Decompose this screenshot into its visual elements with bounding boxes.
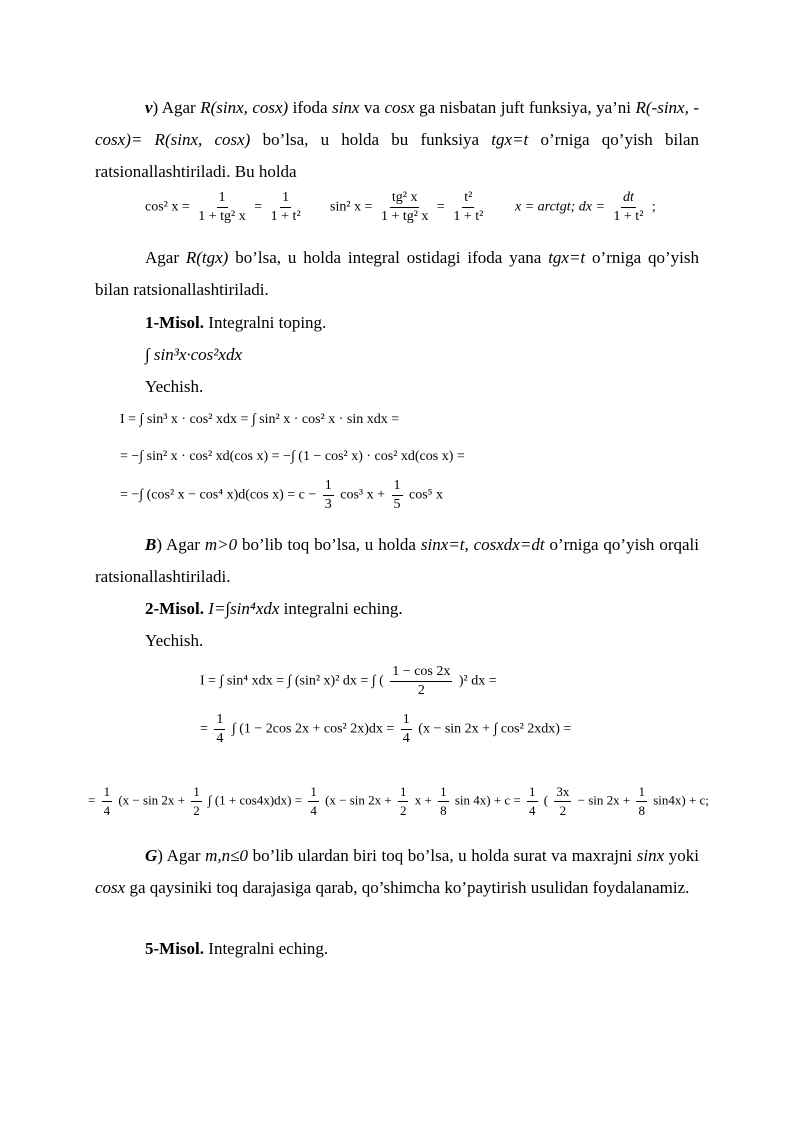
example-1-step-1: I = ∫ sin³ x · cos² xdx = ∫ sin² x · cos² x · sin xdx = (120, 412, 400, 427)
case-label: v (145, 98, 153, 117)
example-1-heading (145, 312, 326, 334)
text: ) Agar (157, 846, 206, 865)
fraction: $\frac{1}{4}$ (310, 784, 317, 818)
text: integralni eching. (279, 599, 403, 618)
example-2-solution-label: Yechish. (145, 631, 204, 650)
fraction: $\frac{1}{8}$ (638, 784, 645, 818)
example-1-integral: ∫ sin³x·cos²xdx (145, 345, 242, 364)
text: ifoda (288, 98, 333, 117)
text: ga nisbatan juft funksiya, ya’ni (414, 98, 636, 117)
example-2-step-2: = $\frac{1}{4}$ ∫ (1 − 2cos 2x + cos² 2x)dx = $\frac{1}{4}$ (x − sin 2x + ∫ cos² 2xdx) = (200, 712, 572, 746)
text: o’rniga qo’yish bilan ratsionallashtiriladi. Bu holda (95, 130, 700, 181)
formula-text: = (436, 199, 445, 215)
fraction: $\frac{1}{\text{1 + t²}}$ (270, 190, 301, 224)
expression: R(tgx) (185, 248, 229, 267)
paragraph-case-g (95, 840, 699, 904)
text: Integralni eching. (204, 939, 329, 958)
formula-text: x = arctgt; dx = (515, 199, 605, 215)
formula-text: ; (651, 199, 656, 215)
fraction: $\frac{1}{2}$ (399, 784, 407, 818)
fraction: $\frac{dt}{\text{1 + t²}}$ (613, 190, 644, 224)
fraction: $\frac{1}{4}$ (216, 712, 224, 746)
text: Integralni toping. (204, 313, 327, 332)
fraction: $\frac{1}{2}$ (193, 784, 200, 818)
fraction: $\frac{\text{tg² x}}{\text{1 + tg² x}}$ (380, 190, 429, 224)
expression: tgx=t (548, 248, 586, 267)
fraction: $\frac{1}{5}$ (393, 478, 401, 512)
formula-x-arctg (515, 190, 656, 225)
fraction: $\frac{1}{4}$ (402, 712, 410, 746)
example-1-step-3: = −∫ (cos² x − cos⁴ x)d(cos x) = c − $\frac{1}{3}$ cos³ x + $\frac{1}{5}$ cos⁵ x (120, 478, 444, 512)
example-label: 2-Misol. (145, 599, 205, 618)
paragraph-case-b (95, 529, 699, 593)
example-2-step-1: I = ∫ sin⁴ xdx = ∫ (sin² x)² dx = ∫ ( $\frac{1 - \cos 2x}{2}$ )² dx = (200, 664, 497, 698)
expression: R(-sinx, -cosx)= R(sinx, cosx) (95, 98, 699, 149)
text: ) Agar (152, 98, 201, 117)
expression: R(sinx, cosx) (200, 98, 289, 117)
expression: I=∫sin⁴xdx (204, 599, 280, 618)
text: bo’lsa, u holda bu funksiya (250, 130, 492, 149)
formula-text: = (254, 199, 263, 215)
text: bo’lsa, u holda integral ostidagi ifoda yana (228, 248, 549, 267)
text: Agar (145, 248, 186, 267)
fraction: $\frac{1 - \cos 2x}{2}$ (392, 664, 451, 698)
text: bo’lib toq bo’lsa, u holda (237, 535, 421, 554)
text: va (359, 98, 385, 117)
fraction: $\frac{3x}{2}$ (556, 784, 570, 818)
expression: cosx (95, 878, 126, 897)
formula-text: sin² x = (330, 199, 373, 215)
fraction: $\frac{1}{\text{1 + tg² x}}$ (198, 190, 246, 224)
expression: sinx (332, 98, 360, 117)
paragraph-case-v (95, 92, 699, 188)
text: yoki (664, 846, 699, 865)
formula-text: cos² x = (145, 199, 190, 215)
paragraph-tgx (95, 242, 699, 306)
example-label: 5-Misol. (145, 939, 205, 958)
text: bo’lib ulardan biri toq bo’lsa, u holda surat va maxrajni (248, 846, 637, 865)
example-label: 1-Misol. (145, 313, 205, 332)
example-2-step-3: = $\frac{1}{4}$ (x − sin 2x + $\frac{1}{2}$ ∫ (1 + cos4x)dx) = $\frac{1}{4}$ (x − sin 2x + $\frac{1}{2}$ x + $\frac{1}{8}$ sin 4x) + c = $\frac{1}{4}$ ( $\frac{3x}{2}$ − sin 2x + $\frac{1}{8}$ sin4x) + c; (88, 784, 709, 818)
example-1-solution-label: Yechish. (145, 377, 204, 396)
example-5-heading (145, 938, 328, 960)
expression: sinx=t, cosxdx=dt (420, 535, 545, 554)
fraction: $\frac{1}{4}$ (103, 784, 111, 818)
expression: m,n≤0 (205, 846, 248, 865)
text: ) Agar (156, 535, 205, 554)
text: o’rniga qo’yish orqali ratsionallashtiriladi. (95, 535, 699, 586)
example-1-step-2: = −∫ sin² x · cos² xd(cos x) = −∫ (1 − cos² x) · cos² xd(cos x) = (120, 449, 465, 464)
formula-cos-squared (145, 190, 306, 225)
example-2-heading (145, 598, 403, 620)
fraction: $\frac{1}{3}$ (324, 478, 332, 512)
case-label: B (145, 535, 157, 554)
expression: cosx (384, 98, 415, 117)
expression: m>0 (204, 535, 238, 554)
text: ga qaysiniki toq darajasiga qarab, qo’shimcha ko’paytirish usulidan foydalanamiz. (125, 878, 690, 897)
expression: sinx (636, 846, 665, 865)
fraction: $\frac{1}{8}$ (440, 784, 447, 818)
expression: tgx=t (491, 130, 529, 149)
case-label: G (145, 846, 158, 865)
text: o’rniga qo’yish bilan ratsionallashtiriladi. (95, 248, 699, 299)
formula-sin-squared (330, 190, 488, 225)
fraction: $\frac{\text{t²}}{\text{1 + t²}}$ (453, 190, 484, 224)
fraction: $\frac{1}{4}$ (529, 784, 536, 818)
